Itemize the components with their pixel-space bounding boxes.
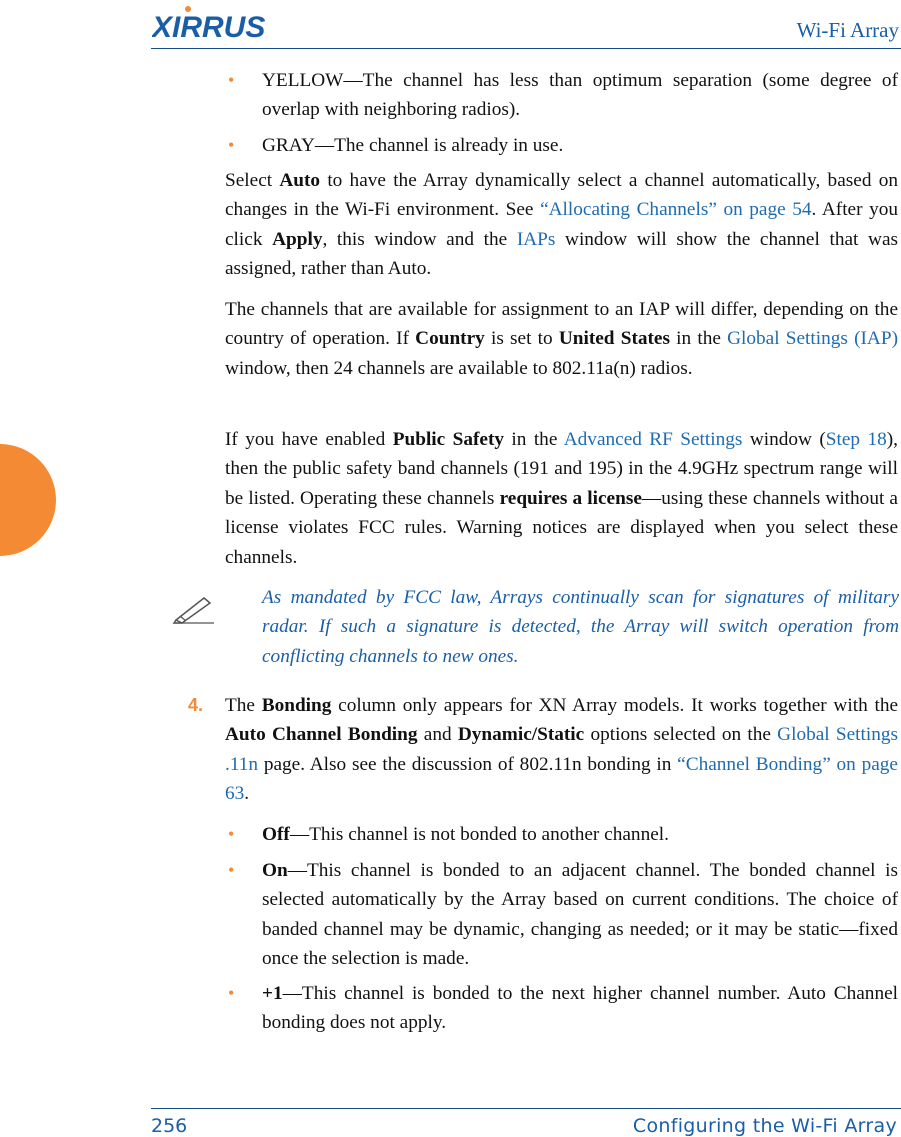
bullet-plus-one: +1—This channel is bonded to the next higher channel number. Auto Channel bonding does not apply. (262, 983, 898, 1034)
bullet-off: Off—This channel is not bonded to another channel. (262, 824, 669, 845)
link-channel-bonding[interactable]: “Channel Bonding” on page 63 (225, 753, 898, 805)
bullet-on: On—This channel is bonded to an adjacent channel. The bonded channel is selected automatically by the Array based on current conditions. The choice of banded channel may be dynamic, changing as needed; or it may be static—fixed once the selection is made. (262, 860, 898, 970)
bullet-yellow: YELLOW—The channel has less than optimum separation (some degree of overlap with neighboring radios). (262, 70, 898, 121)
step-number: 4. (188, 695, 204, 715)
pen-icon (172, 590, 216, 624)
paragraph-bonding: The Bonding column only appears for XN Array models. It works together with the Auto Channel Bonding and Dynamic/Static options selected on the Global Settings .11n page. Also see the discussion of 802.11n bonding in “Channel Bonding” on page 63. (225, 695, 899, 805)
fcc-note: As mandated by FCC law, Arrays continually scan for signatures of military radar. If such a signature is detected, the Array will switch operation from conflicting channels to new ones. (262, 587, 899, 667)
link-step-18[interactable]: Step 18 (825, 429, 887, 450)
paragraph-public-safety: If you have enabled Public Safety in the Advanced RF Settings window (Step 18), then the public safety band channels (191 and 195) in the 4.9GHz spectrum range will be listed. Operating these channels requires a license—using these channels without a license violates FCC rules. Warning notices are displayed when you select these channels. (225, 429, 898, 568)
link-allocating-channels[interactable]: “Allocating Channels” on page 54 (540, 199, 812, 221)
bullet-gray: GRAY—The channel is already in use. (262, 135, 564, 156)
bullet-icon: • (228, 824, 235, 844)
svg-text:XIRRUS: XIRRUS (152, 11, 266, 40)
bullet-icon: • (228, 70, 235, 90)
bullet-icon: • (228, 983, 235, 1003)
xirrus-logo (152, 6, 304, 40)
link-global-settings-11n[interactable]: Global Settings .11n (225, 724, 899, 775)
header-rule (151, 48, 901, 49)
page-number: 256 (151, 1115, 188, 1137)
footer-title: Configuring the Wi-Fi Array (632, 1115, 897, 1137)
link-global-settings-iap[interactable]: Global Settings (IAP) (727, 328, 899, 350)
section-tab-marker (0, 444, 56, 556)
paragraph-country: The channels that are available for assignment to an IAP will differ, depending on the country of operation. If Country is set to United States in the Global Settings (IAP) window, then 24 channels are available to 802.11a(n) radios. (225, 299, 899, 379)
footer-rule (151, 1108, 901, 1109)
bullet-icon: • (228, 135, 235, 155)
header-title: Wi-Fi Array (796, 18, 899, 42)
paragraph-auto: Select Auto to have the Array dynamically select a channel automatically, based on changes in the Wi-Fi environment. See “Allocating Channels” on page 54. After you click Apply, this window and the IAPs window will show the channel that was assigned, rather than Auto. (225, 170, 899, 280)
bullet-icon: • (228, 860, 235, 880)
link-advanced-rf-settings[interactable]: Advanced RF Settings (563, 429, 743, 450)
link-iaps[interactable]: IAPs (516, 228, 556, 250)
